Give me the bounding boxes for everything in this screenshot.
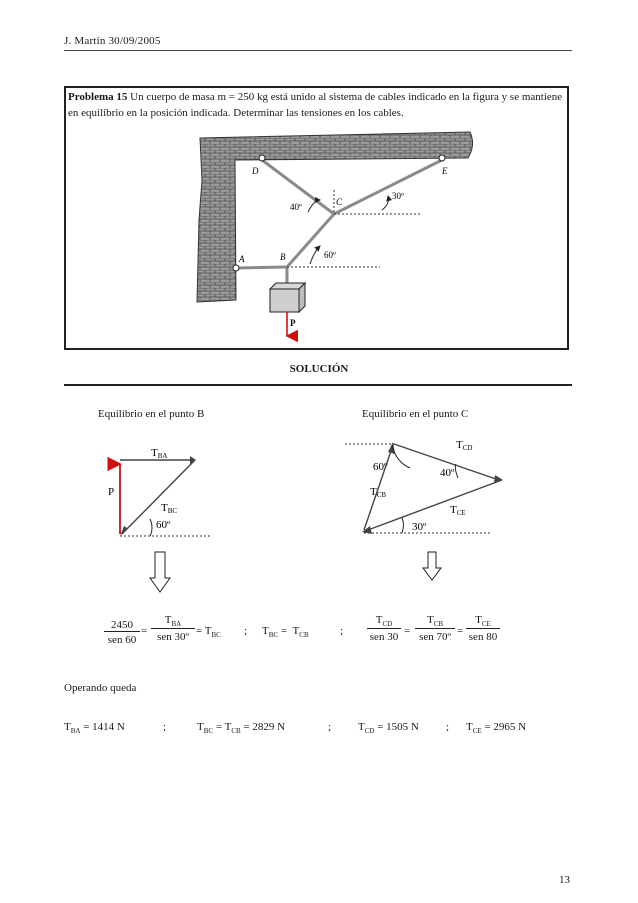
problem-label: Problema 15 xyxy=(68,91,128,103)
down-arrow-right xyxy=(423,552,441,580)
eq-rhs: = $T_{BC}$ xyxy=(196,625,221,640)
result-tce: $T_{CE} = 2965$ N xyxy=(466,721,527,736)
eq-equals-1: = xyxy=(141,625,148,637)
label-e: E xyxy=(442,166,448,176)
problem-text: Un cuerpo de masa m = 250 kg está unido al sistema de cables indicado en la figura y se mantiene en equilibrio en la posición indicada. Determinar las tensiones en los cables. xyxy=(68,91,563,119)
tri-b-label-tbc: TBC xyxy=(161,502,178,515)
label-a: A xyxy=(239,254,245,264)
result-tbc: $T_{BC} = T_{CB} = 2829$ N xyxy=(197,721,286,736)
label-angle-30: 30º xyxy=(392,191,404,201)
label-d: D xyxy=(252,166,259,176)
label-b: B xyxy=(280,252,286,262)
eq-sep-2: ; xyxy=(340,625,344,637)
eq-equals-3: = xyxy=(404,625,411,637)
eq-frac-1: 2450 sen 60 xyxy=(104,619,140,646)
tri-c-label-tce: TCE xyxy=(450,504,466,517)
eq-frac-4: $T_{CB}$ sen 70º xyxy=(415,614,455,643)
tri-c-label-tcd: TCD xyxy=(456,439,473,452)
eq-equals-4: = xyxy=(457,625,464,637)
result-sep-2: ; xyxy=(328,721,332,733)
result-tcd: $T_{CD} = 1505$ N xyxy=(358,721,419,736)
label-p: P xyxy=(290,318,296,328)
tri-c-label-tcb: TCB xyxy=(370,486,387,499)
tri-b-label-p: P xyxy=(108,486,115,498)
eq-frac-5: $T_{CE}$ sen 80 xyxy=(466,614,500,643)
down-arrow-left xyxy=(150,552,170,592)
result-sep-3: ; xyxy=(446,721,450,733)
eq-tbc-tcb: $T_{BC} = T_{CB}$ xyxy=(262,625,309,640)
solution-title: SOLUCIÓN xyxy=(289,363,349,375)
label-angle-60: 60º xyxy=(324,250,336,260)
eq-frac-3: $T_{CD}$ sen 30 xyxy=(367,614,401,643)
label-angle-40: 40º xyxy=(290,202,302,212)
page-number: 13 xyxy=(559,874,570,886)
operando-label: Operando queda xyxy=(64,682,137,694)
tri-c-label-30: 30º xyxy=(412,521,427,533)
left-section-label: Equilibrio en el punto B xyxy=(98,408,205,420)
result-tba: $T_{BA} = 1414$ N xyxy=(64,721,125,736)
label-c: C xyxy=(336,197,343,207)
right-section-label: Equilibrio en el punto C xyxy=(362,408,469,420)
page-header: J. Martín 30/09/2005 xyxy=(64,35,161,47)
tri-b-label-tba: TBA xyxy=(151,447,168,460)
tri-b-label-60: 60º xyxy=(156,519,171,531)
tri-c-label-60: 60º xyxy=(373,461,388,473)
tri-c-label-40: 40º xyxy=(440,467,455,479)
eq-sep-1: ; xyxy=(244,625,248,637)
result-sep-1: ; xyxy=(163,721,167,733)
eq-frac-2: $T_{BA}$ sen 30º xyxy=(151,614,195,643)
